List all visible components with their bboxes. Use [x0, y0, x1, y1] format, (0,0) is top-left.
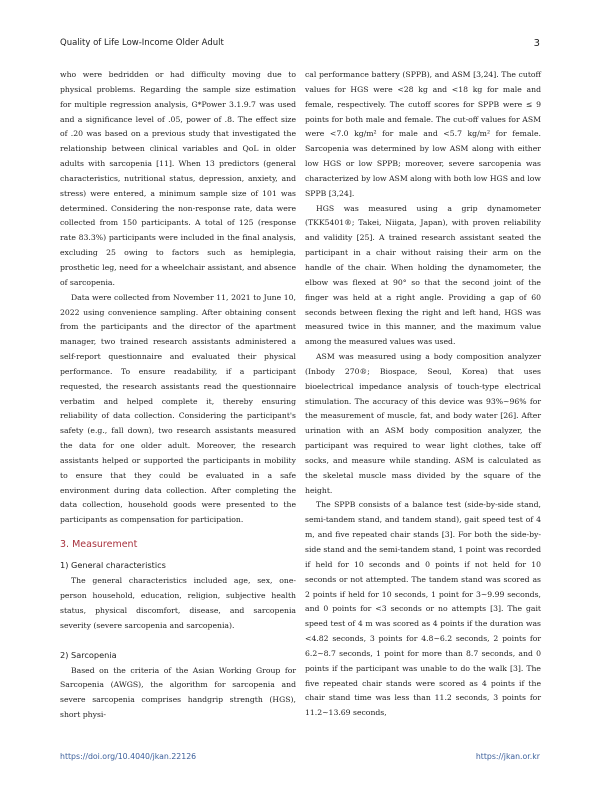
page-footer [60, 752, 540, 764]
body-paragraph: who were bedridden or had difficulty moving due to physical problems. Regarding the sample size estimation for multiple regression analysis, G*Power 3.1.9.7 was used and a significance level of .05, power of .8. The effect size of .20 was based on a previous study that investigated the relationship between clinical variables and QoL in older adults with sarcopenia [11]. When 13 predictors (general characteristics, nutritional status, depression, anxiety, and stress) were entered, a minimum sample size of 101 was determined. Considering the non-response rate, data were collected from 150 participants. A total of 125 (response rate 83.3%) participants were included in the final analysis, excluding 25 owing to factors such as hemiplegia, prosthetic leg, need for a wheelchair assistant, and absence of sarcopenia. [60, 70, 296, 287]
body-paragraph: Data were collected from November 11, 2021 to June 10, 2022 using convenience sampling. After obtaining consent from the participants and the director of the apartment manager, two trained research assistants administered a self-report questionnaire and evaluated their physical performance. To ensure readability, if a participant requested, the research assistants read the questionnaire verbatim and helped complete it, thereby ensuring reliability of data collection. Considering the participant's safety (e.g., fall down), two research assistants measured the data for one older adult. Moreover, the research assistants helped or supported the participants in mobility to ensure that they could be evaluated in a safe environment during data collection. After completing the data collection, household goods were presented to the participants as compensation for participation. [60, 292, 296, 525]
subsection-heading: 1) General characteristics [60, 560, 166, 571]
body-paragraph: HGS was measured using a grip dynamometer (TKK5401®; Takei, Niigata, Japan), with proven reliability and validity [25]. A trained research assistant seated the participant in a chair without raising their arm on the handle of the chair. When holding the dynamometer, the elbow was flexed at 90° so that the second joint of the finger was held at a right angle. Providing a gap of 60 seconds between flexing the right and left hand, HGS was measured twice in this manner, and the maximum value among the measured values was used. [305, 203, 541, 347]
body-paragraph: ASM was measured using a body composition analyzer (Inbody 270®; Biospace, Seoul, Korea) that uses bioelectrical impedance analysis of touch-type electrical stimulation. The accuracy of this device was 93%~96% for the measurement of muscle, fat, and body water [26]. After urination with an ASM body composition analyzer, the participant was required to wear light clothes, take off socks, and measure while standing. ASM is calculated as the skeletal muscle mass divided by the square of the height. [305, 352, 541, 495]
body-paragraph: cal performance battery (SPPB), and ASM [3,24]. The cutoff values for HGS were <28 kg and <18 kg for male and female, respectively. The cutoff scores for SPPB were ≤ 9 points for both male and female. The cut-off values for ASM were <7.0 kg/m² for male and <5.7 kg/m² for female. Sarcopenia was determined by low ASM along with either low HGS or low SPPB; moreover, severe sarcopenia was characterized by low ASM along with both low HGS and low SPPB [3,24]. [305, 70, 541, 198]
right-column [305, 68, 541, 721]
page-number: 3 [533, 38, 540, 49]
body-paragraph: The SPPB consists of a balance test (side-by-side stand, semi-tandem stand, and tandem stand), gait speed test of 4 m, and five repeated chair stands [3]. For both the side-by-side stand and the semi-tandem stand, 1 point was recorded if held for 10 seconds and 0 points if not held for 10 seconds or not attempted. The tandem stand was scored as 2 points if held for 10 seconds, 1 point for 3~9.99 seconds, and 0 points for <3 seconds or no attempts [3]. The gait speed test of 4 m was scored as 4 points if the duration was <4.82 seconds, 3 points for 4.8~6.2 seconds, 2 points for 6.2~8.7 seconds, 1 point for more than 8.7 seconds, and 0 points if the participant was unable to do the walk [3]. The five repeated chair stands were scored as 4 points if the chair stand time was less than 11.2 seconds, 3 points for 11.2~13.69 seconds, [305, 500, 541, 718]
running-header [60, 38, 540, 52]
body-paragraph: The general characteristics included age, sex, one-person household, education, religion, subjective health status, physical discomfort, disease, and sarcopenia severity (severe sarcopenia and sarcopenia). [60, 576, 296, 630]
running-title: Quality of Life Low-Income Older Adult [60, 38, 224, 48]
journal-site-link[interactable]: https://jkan.or.kr [475, 752, 540, 761]
body-paragraph: Based on the criteria of the Asian Working Group for Sarcopenia (AWGS), the algorithm for sarcopenia and severe sarcopenia comprises handgrip strength (HGS), short physi- [60, 665, 296, 720]
left-column [60, 68, 296, 723]
doi-link[interactable]: https://doi.org/10.4040/jkan.22126 [60, 752, 197, 761]
subsection-heading: 2) Sarcopenia [60, 649, 117, 660]
section-heading: 3. Measurement [60, 539, 138, 551]
